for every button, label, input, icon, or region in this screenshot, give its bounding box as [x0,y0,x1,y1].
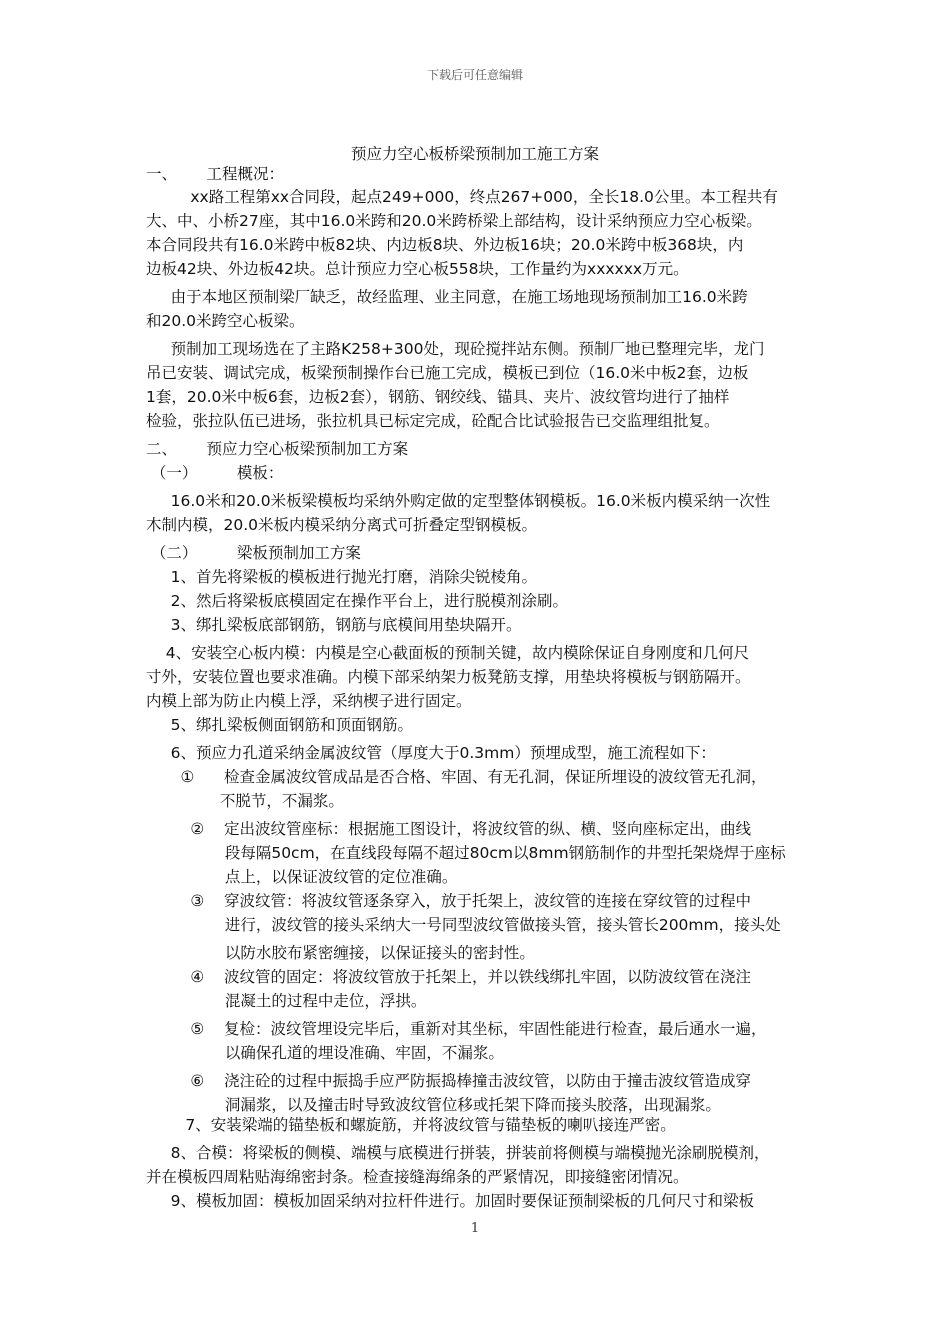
text-line: ① 检查金属波纹管成品是否合格、牢固、有无孔洞，保证所埋设的波纹管无孔洞， [146,768,767,786]
text-line: 吊已安装、调试完成，板梁预制操作台已施工完成，模板已到位（16.0米中板2套，边板 [146,364,749,382]
text-line: 16.0米和20.0米板梁模板均采纳外购定做的定型整体钢模板。16.0米板内模采纳一次性 [146,492,771,510]
text-line: 洞漏浆，以及撞击时导致波纹管位移或托架下降而接头胶落，出现漏浆。 [146,1096,721,1114]
text-line: 5、绑扎梁板侧面钢筋和顶面钢筋。 [146,716,413,734]
text-line: 混凝土的过程中走位，浮拱。 [146,992,427,1010]
page-number: 1 [470,1221,480,1236]
text-line: 7、安装梁端的锚垫板和螺旋筋，并将波纹管与锚垫板的喇叭接连严密。 [146,1116,676,1134]
text-line: 内模上部为防止内模上浮，采纳楔子进行固定。 [146,692,472,710]
text-line: 由于本地区预制梁厂缺乏，故经监理、业主同意，在施工场地现场预制加工16.0米跨 [146,288,748,306]
text-line: 二、 预应力空心板梁预制加工方案 [146,440,409,458]
text-line: xx路工程第xx合同段，起点249+000，终点267+000，全长18.0公里。本工程共有 [146,188,778,206]
text-line: 以确保孔道的埋设准确、牢固，不漏浆。 [146,1044,504,1062]
document-title: 预应力空心板桥梁预制加工施工方案 [350,145,599,163]
text-line: 以防水胶布紧密缠接，以保证接头的密封性。 [146,944,535,962]
text-line: 2、然后将梁板底模固定在操作平台上，进行脱模剂涂刷。 [146,592,568,610]
text-line: 和20.0米跨空心板梁。 [146,312,305,330]
text-line: 不脱节，不漏浆。 [146,792,344,810]
text-line: ⑥ 浇注砼的过程中振捣手应严防振捣棒撞击波纹管，以防由于撞击波纹管造成穿 [146,1072,751,1090]
text-line: ② 定出波纹管座标：根据施工图设计，将波纹管的纵、横、竖向座标定出，曲线 [146,820,751,838]
text-line: ④ 波纹管的固定：将波纹管放于托架上，并以铁线绑扎牢固，以防波纹管在浇注 [146,968,751,986]
text-line: 本合同段共有16.0米跨中板82块、内边板8块、外边板16块；20.0米跨中板368块，内 [146,236,744,254]
text-line: 边板42块、外边板42块。总计预应力空心板558块，工作量约为xxxxxx万元。 [146,260,689,278]
text-line: 4、安装空心板内模：内模是空心截面板的预制关键，故内模除保证自身刚度和几何尺 [146,644,750,662]
text-line: 一、 工程概况： [146,165,285,183]
text-line: 大、中、小桥27座，其中16.0米跨和20.0米跨桥梁上部结构，设计采纳预应力空心板梁。 [146,212,762,230]
text-line: （二） 梁板预制加工方案 [146,544,361,562]
text-line: 3、绑扎梁板底部钢筋，钢筋与底模间用垫块隔开。 [146,616,522,634]
text-line: 1套，20.0米中板6套，边板2套），钢筋、钢绞线、锚具、夹片、波纹管均进行了抽样 [146,388,730,406]
text-line: 进行，波纹管的接头采纳大一号同型波纹管做接头管，接头管长200mm，接头处 [146,916,781,934]
text-line: ⑤ 复检：波纹管埋设完毕后，重新对其坐标，牢固性能进行检查，最后通水一遍， [146,1020,767,1038]
text-line: 检验，张拉队伍已进场，张拉机具已标定完成，砼配合比试验报告已交监理组批复。 [146,412,720,430]
page-header: 下载后可任意编辑 [426,68,523,82]
text-line: 9、模板加固：模板加固采纳对拉杆件进行。加固时要保证预制梁板的几何尺寸和梁板 [146,1192,754,1210]
text-line: 8、合模：将梁板的侧模、端模与底模进行拼装，拼装前将侧模与端模抛光涂刷脱模剂， [146,1144,770,1162]
text-line: 段每隔50cm，在直线段每隔不超过80cm以8mm钢筋制作的井型托架烧焊于座标 [146,844,786,862]
text-line: 寸外，安装位置也要求准确。内模下部采纳架力板凳筋支撑，用垫块将模板与钢筋隔开。 [146,668,751,686]
text-line: 1、首先将梁板的模板进行抛光打磨，消除尖锐棱角。 [146,568,537,586]
text-line: ③ 穿波纹管：将波纹管逐条穿入，放于托架上，波纹管的连接在穿纹管的过程中 [146,892,751,910]
text-line: 预制加工现场选在了主路K258+300处，现砼搅拌站东侧。预制厂地已整理完毕，龙门 [146,340,765,358]
text-line: （一） 模板： [146,464,284,482]
text-line: 并在模板四周粘贴海绵密封条。检查接缝海绵条的严紧情况，即接缝密闭情况。 [146,1168,689,1186]
text-line: 6、预应力孔道采纳金属波纹管（厚度大于0.3mm）预埋成型，施工流程如下： [146,744,716,762]
text-line: 点上，以保证波纹管的定位准确。 [146,868,458,886]
text-line: 木制内模，20.0米板内模采纳分离式可折叠定型钢模板。 [146,516,538,534]
